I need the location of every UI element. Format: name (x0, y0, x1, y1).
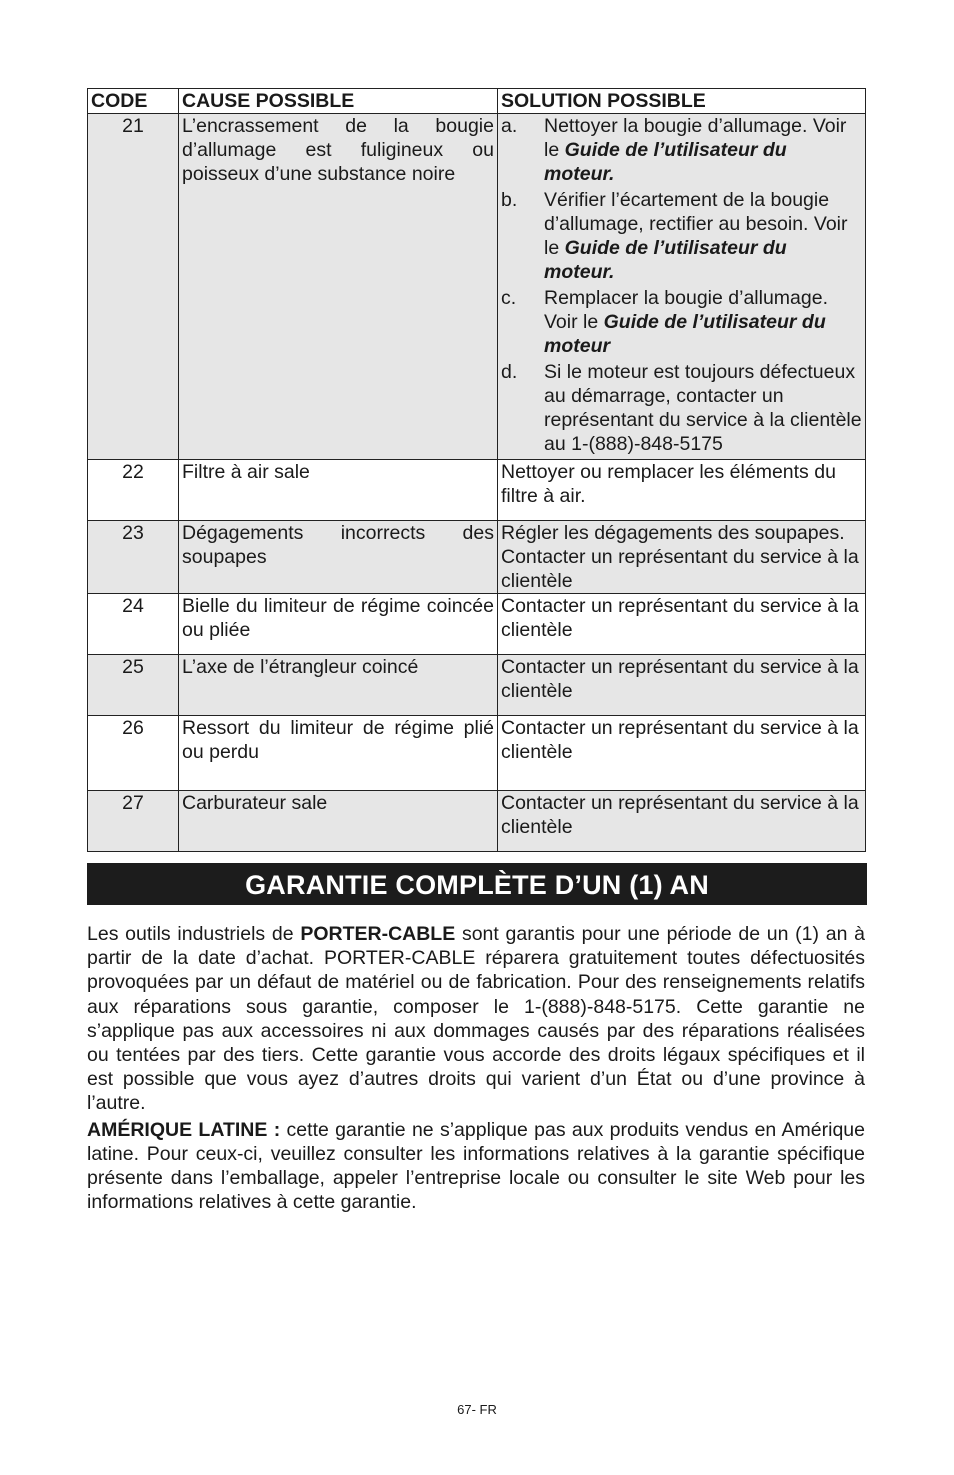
row-cause: Bielle du limiteur de régime coincée ou pliée (179, 594, 498, 655)
header-code: CODE (88, 89, 179, 114)
warranty-text (87, 922, 865, 1216)
brand-name: PORTER-CABLE (300, 923, 456, 945)
table-header-row (88, 89, 866, 114)
solution-letter: b. (501, 189, 518, 211)
row-solution: Nettoyer ou remplacer les éléments du filtre à air. (498, 460, 866, 521)
row-cause: L’axe de l’étrangleur coincé (179, 655, 498, 716)
latin-america-paragraph (87, 1118, 865, 1215)
header-cause: CAUSE POSSIBLE (179, 89, 498, 114)
solution-text: Vérifier l’écartement de la bougie d’allumage, rectifier au besoin. Voir le (544, 189, 848, 259)
row-solution: Régler les dégagements des soupapes. Contacter un représentant du service à la clientèle (498, 521, 866, 594)
solution-text: Nettoyer la bougie d’allumage. Voir le (544, 115, 847, 161)
engine-guide-reference: Guide de l’utilisateur du moteur. (544, 139, 787, 185)
solution-item (501, 188, 862, 284)
page-number: 67- FR (457, 1402, 497, 1417)
table-row (88, 521, 866, 594)
row-code: 25 (88, 655, 179, 716)
row-code: 23 (88, 521, 179, 594)
engine-guide-reference: Guide de l’utilisateur du moteur (544, 311, 826, 357)
table-row (88, 655, 866, 716)
table-row (88, 791, 866, 852)
row-solution: Contacter un représentant du service à la clientèle (498, 655, 866, 716)
warranty-details: sont garantis pour une période de un (1) an à partir de la date d’achat. PORTER-CABLE réparera gratuitement toutes défectuosités provoquées par un défaut de matériel ou de fabrication. Pour des renseignements relatifs aux réparations sous garantie, composer le 1-(888)-848-5175. Cette garantie ne s’applique pas aux accessoires ni aux dommages causés par des réparations réalisées ou tentées par des tiers. Cette garantie vous accorde des droits légaux spécifiques et il est possible que vous ayez d’autres droits qui varient d’un État ou d’une province à l’autre. (87, 923, 865, 1115)
row-solution (498, 114, 866, 460)
row-solution: Contacter un représentant du service à la clientèle (498, 791, 866, 852)
engine-guide-reference: Guide de l’utilisateur du moteur. (544, 237, 787, 283)
latin-america-text: cette garantie ne s’applique pas aux produits vendus en Amérique latine. Pour ceux-ci, veuillez consulter les informations relatives à la garantie spécifique présente dans l’emballage, appeler l’entreprise locale ou consulter le site Web pour les informations relatives à cette garantie. (87, 1118, 865, 1214)
table-row (88, 114, 866, 460)
solution-letter: d. (501, 361, 518, 383)
row-solution: Contacter un représentant du service à la clientèle (498, 594, 866, 655)
solution-item (501, 286, 862, 358)
solution-letter: a. (501, 115, 518, 137)
solution-text: Si le moteur est toujours défectueux au démarrage, contacter un représentant du service à la clientèle au 1-(888)-848-5175 (544, 361, 862, 455)
row-cause: Filtre à air sale (179, 460, 498, 521)
row-cause: Dégagements incorrects des soupapes (179, 521, 498, 594)
solution-letter: c. (501, 287, 517, 309)
warranty-title-banner: GARANTIE COMPLÈTE D’UN (1) AN (87, 863, 867, 905)
solution-item (501, 114, 862, 186)
table-row (88, 716, 866, 791)
warranty-paragraph (87, 922, 865, 1116)
row-cause: Ressort du limiteur de régime plié ou perdu (179, 716, 498, 791)
row-code: 27 (88, 791, 179, 852)
row-code: 21 (88, 114, 179, 460)
row-code: 22 (88, 460, 179, 521)
table-row (88, 460, 866, 521)
header-solution: SOLUTION POSSIBLE (498, 89, 866, 114)
row-code: 24 (88, 594, 179, 655)
table-row (88, 594, 866, 655)
solution-text: Remplacer la bougie d’allumage. Voir le (544, 287, 828, 333)
row-cause: Carburateur sale (179, 791, 498, 852)
troubleshooting-table (87, 88, 866, 852)
row-solution: Contacter un représentant du service à la clientèle (498, 716, 866, 791)
warranty-intro: Les outils industriels de (87, 923, 301, 945)
solution-item (501, 360, 862, 456)
row-code: 26 (88, 716, 179, 791)
row-cause: L’encrassement de la bougie d’allumage est fuligineux ou poisseux d’une substance noire (179, 114, 498, 460)
latin-america-label: AMÉRIQUE LATINE : (87, 1118, 281, 1141)
